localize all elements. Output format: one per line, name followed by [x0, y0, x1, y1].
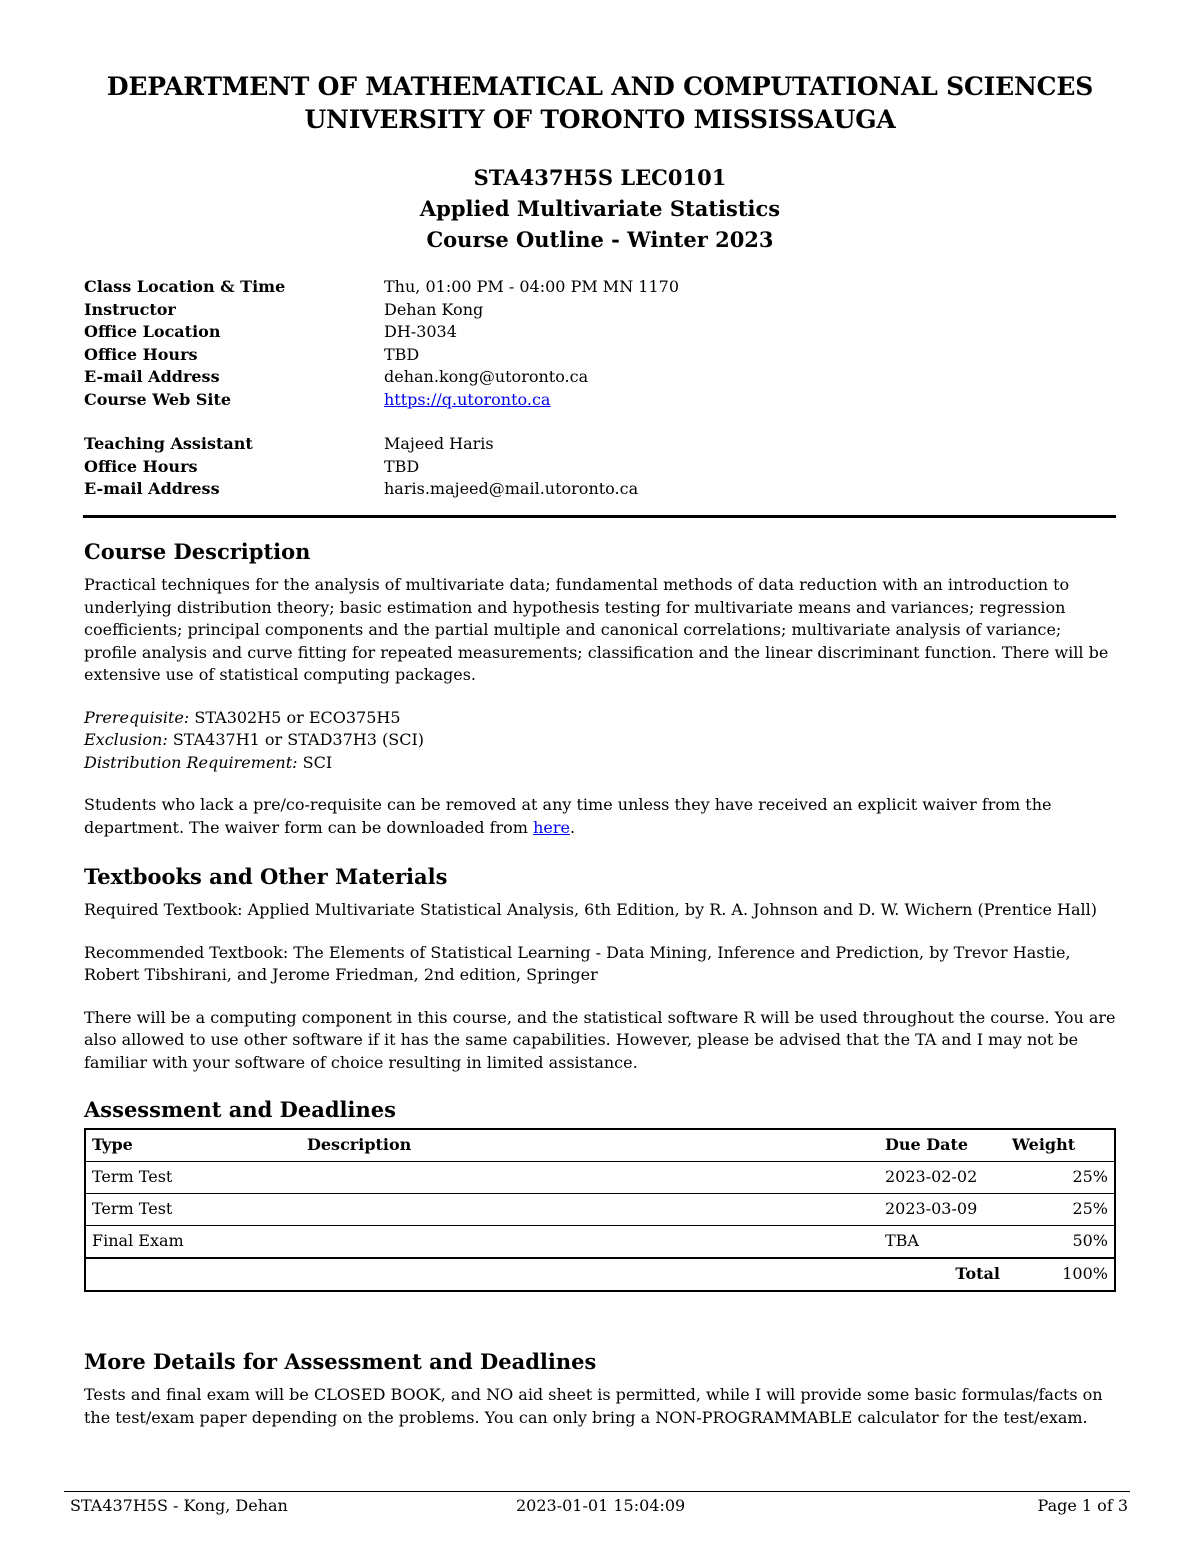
prerequisite-value: STA302H5 or ECO375H5	[194, 707, 401, 727]
type-cell: Final Exam	[92, 1231, 184, 1251]
details-heading: More Details for Assessment and Deadlines	[84, 1349, 597, 1374]
type-cell: Term Test	[92, 1167, 173, 1187]
info-row-ta-hours	[84, 456, 679, 479]
column-header-type: Type	[92, 1135, 133, 1155]
footer-course-author: STA437H5S - Kong, Dehan	[70, 1496, 288, 1515]
description-cell	[301, 1162, 879, 1194]
info-label: Course Web Site	[84, 389, 232, 409]
waiver-text: Students who lack a pre/co-requisite can be removed at any time unless they have received an explicit waiver from the department. The waiver form can be downloaded from	[84, 795, 1052, 837]
due-date-cell: TBA	[885, 1231, 919, 1251]
info-value: TBD	[384, 456, 420, 476]
total-row	[85, 1258, 1115, 1291]
main-content	[84, 538, 1118, 1449]
textbooks-heading: Textbooks and Other Materials	[84, 864, 448, 889]
course-title: Applied Multivariate Statistics	[419, 196, 781, 221]
waiver-paragraph: Students who lack a pre/co-requisite can be removed at any time unless they have received an explicit waiver from the department. The waiver form can be downloaded from here.	[84, 795, 1052, 837]
info-value: Majeed Haris	[384, 434, 494, 453]
weight-cell: 25%	[1072, 1199, 1108, 1219]
info-row-ta	[84, 433, 679, 456]
info-value: Dehan Kong	[384, 299, 484, 319]
info-value: DH-3034	[384, 322, 457, 341]
weight-cell: 25%	[1072, 1167, 1108, 1187]
table-row	[85, 1226, 1115, 1259]
recommended-textbook: Recommended Textbook: The Elements of Statistical Learning - Data Mining, Inference and Prediction, by Trevor Hastie, Robert Tibshirani, and Jerome Friedman, 2nd edition, Springer	[84, 942, 1071, 984]
footer-timestamp: 2023-01-01 15:04:09	[516, 1496, 686, 1515]
footer-page-number: Page 1 of 3	[1037, 1496, 1128, 1515]
due-date-cell: 2023-02-02	[885, 1167, 978, 1187]
distribution-value: SCI	[302, 752, 333, 772]
column-header-description: Description	[307, 1135, 412, 1155]
distribution-label: Distribution Requirement:	[84, 752, 298, 772]
info-label: Instructor	[84, 299, 176, 319]
course-description-heading: Course Description	[84, 539, 311, 564]
computing-note: There will be a computing component in this course, and the statistical software R will be used throughout the course. You are also allowed to use other software if it has the same capabilities. However, please be advised that the TA and I may not be familiar with your software of choice resulting in limited assistance.	[84, 1007, 1116, 1072]
section-divider	[83, 515, 1116, 518]
course-info-table	[84, 276, 679, 501]
course-outline-title: Course Outline - Winter 2023	[426, 227, 774, 252]
footer-divider	[64, 1491, 1130, 1492]
exclusion-label: Exclusion:	[84, 730, 168, 749]
table-row	[85, 1194, 1115, 1226]
info-row-email	[84, 366, 679, 389]
exclusion-line	[84, 729, 1118, 752]
course-website-link[interactable]: https://q.utoronto.ca	[384, 389, 551, 409]
info-label: E-mail Address	[84, 479, 220, 498]
required-textbook: Required Textbook: Applied Multivariate Statistical Analysis, 6th Edition, by R. A. Johnson and D. W. Wichern (Prentice Hall)	[84, 900, 1097, 919]
course-header	[0, 162, 1200, 255]
info-label: Office Hours	[84, 456, 198, 476]
course-code: STA437H5S LEC0101	[473, 165, 727, 190]
description-cell	[301, 1226, 879, 1259]
info-label: Office Location	[84, 322, 221, 341]
info-row-office-hours	[84, 344, 679, 367]
table-row	[85, 1162, 1115, 1194]
weight-cell: 50%	[1072, 1231, 1108, 1251]
assessment-heading: Assessment and Deadlines	[84, 1097, 396, 1122]
info-label: Class Location & Time	[84, 277, 286, 296]
distribution-line	[84, 752, 1118, 775]
waiver-form-link[interactable]: here	[533, 817, 570, 837]
prerequisite-line	[84, 707, 1118, 730]
department-name: DEPARTMENT OF MATHEMATICAL AND COMPUTATIONAL SCIENCES	[106, 72, 1094, 101]
prerequisite-label: Prerequisite:	[84, 707, 190, 727]
info-label: Teaching Assistant	[84, 434, 253, 453]
instructor-email: dehan.kong@utoronto.ca	[384, 367, 589, 386]
column-header-due-date: Due Date	[885, 1135, 969, 1155]
total-label: Total	[955, 1264, 1000, 1284]
info-value: Thu, 01:00 PM - 04:00 PM MN 1170	[384, 277, 679, 296]
info-row-instructor	[84, 299, 679, 322]
info-row-website	[84, 389, 679, 412]
department-header	[0, 70, 1200, 136]
type-cell: Term Test	[92, 1199, 173, 1219]
table-header-row	[85, 1129, 1115, 1162]
info-label: Office Hours	[84, 344, 198, 364]
info-row-class	[84, 276, 679, 299]
column-header-weight: Weight	[1012, 1135, 1076, 1155]
info-row-ta-email	[84, 478, 679, 501]
exclusion-value: STA437H1 or STAD37H3 (SCI)	[172, 730, 425, 749]
assessment-table	[84, 1128, 1116, 1292]
university-name: UNIVERSITY OF TORONTO MISSISSAUGA	[304, 105, 896, 134]
info-value: TBD	[384, 344, 420, 364]
ta-email: haris.majeed@mail.utoronto.ca	[384, 479, 639, 498]
info-label: E-mail Address	[84, 367, 220, 386]
details-text: Tests and final exam will be CLOSED BOOK, and NO aid sheet is permitted, while I will provide some basic formulas/facts on the test/exam paper depending on the problems. You can only bring a NON-PROGRAMMABLE calculator for the test/exam.	[84, 1385, 1103, 1427]
total-value: 100%	[1062, 1264, 1108, 1284]
due-date-cell: 2023-03-09	[885, 1199, 978, 1219]
course-description-text: Practical techniques for the analysis of multivariate data; fundamental methods of data reduction with an introduction to underlying distribution theory; basic estimation and hypothesis testing for multivariate means and variances; regression coefficients; principal components and the partial multiple and canonical correlations; multivariate analysis of variance; profile analysis and curve fitting for repeated measurements; classification and the linear discriminant function. There will be extensive use of statistical computing packages.	[84, 575, 1109, 684]
info-row-office-location	[84, 321, 679, 344]
description-cell	[301, 1194, 879, 1226]
